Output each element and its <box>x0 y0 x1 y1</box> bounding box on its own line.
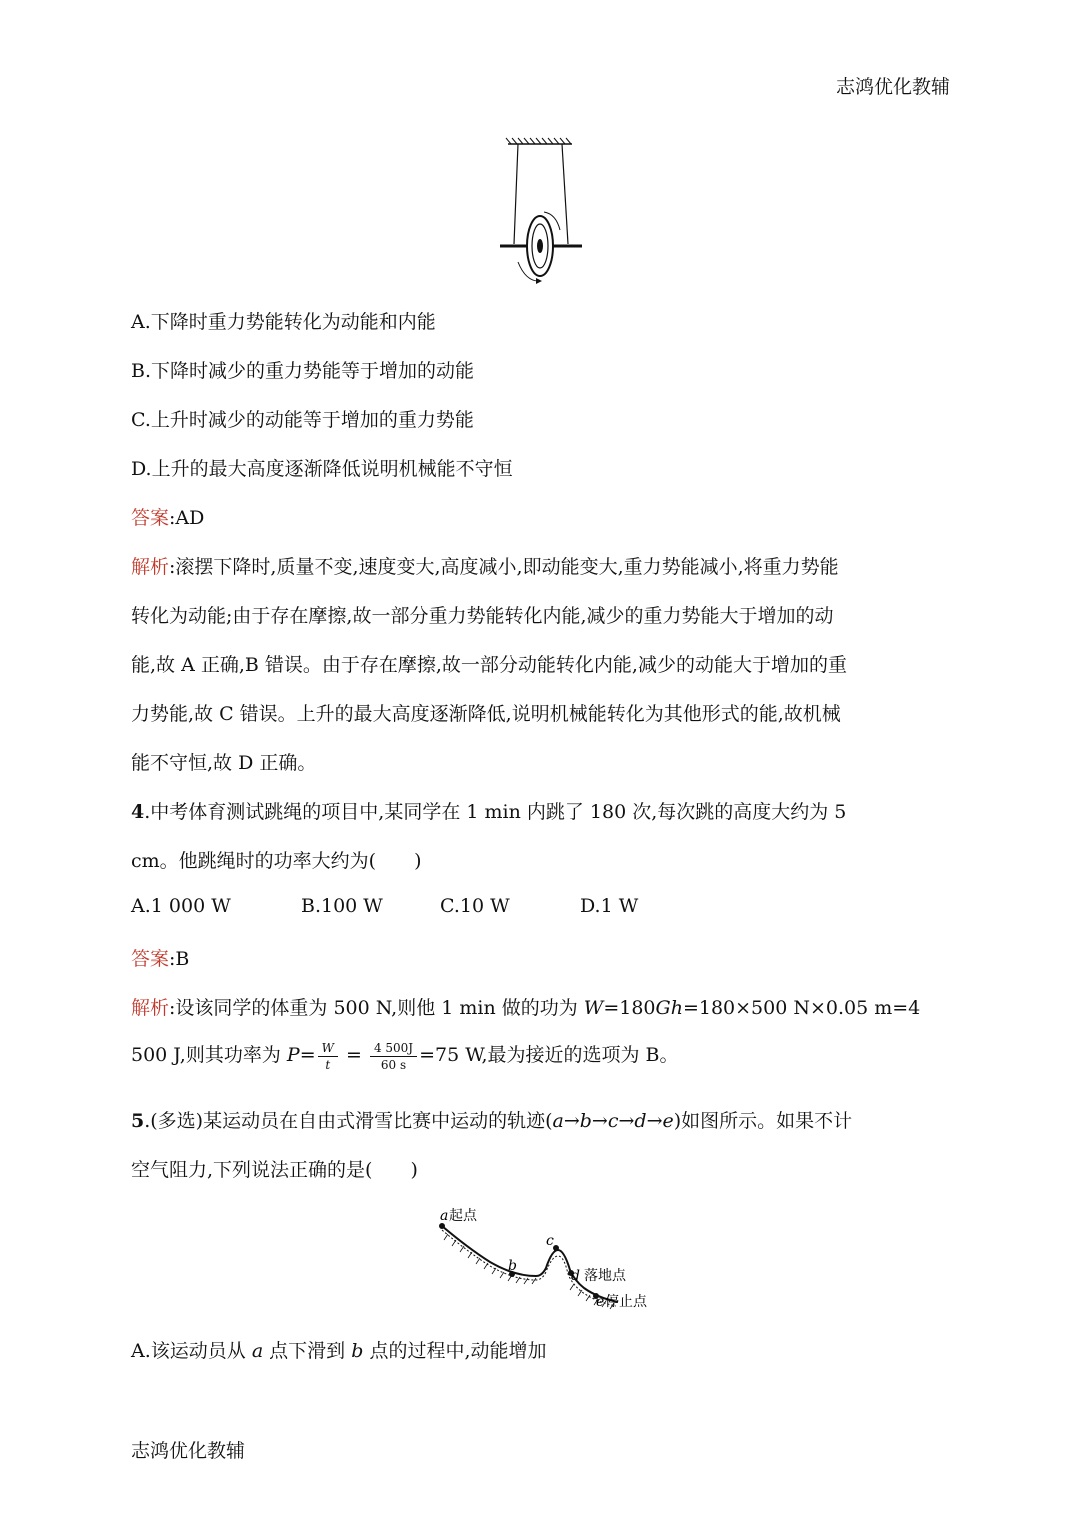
fraction-work-over-time <box>370 1042 417 1071</box>
q3-analysis-line-5: 能不守恒,故 D 正确。 <box>131 752 317 774</box>
answer-value: :AD <box>169 507 205 529</box>
label-e-text: 停止点 <box>605 1294 647 1310</box>
fraction-w-over-t <box>318 1042 338 1071</box>
answer-label: 答案 <box>131 948 170 970</box>
q4-analysis-line-1 <box>131 993 920 1020</box>
analysis-text: 500 J,则其功率为 <box>131 1044 287 1066</box>
q3-option-a: A.下降时重力势能转化为动能和内能 <box>131 311 436 333</box>
q4-number: 4 <box>131 801 145 823</box>
label-d-text: 落地点 <box>584 1268 626 1284</box>
answer-value: :B <box>169 948 190 970</box>
var-w: W <box>583 997 604 1019</box>
answer-label: 答案 <box>131 507 170 529</box>
var-p: P <box>286 1044 300 1066</box>
q4-option-b: B.100 W <box>301 895 383 917</box>
q5-option-a <box>131 1336 547 1363</box>
equals-sign: = <box>339 1044 368 1066</box>
q4-stem-line-2: cm。他跳绳时的功率大约为( ) <box>131 850 422 872</box>
var-b: b <box>351 1340 364 1362</box>
label-d: d <box>571 1268 580 1284</box>
q4-answer <box>131 944 189 971</box>
analysis-text: :设该同学的体重为 500 N,则他 1 min 做的功为 <box>169 997 584 1019</box>
footer-brand: 志鸿优化教辅 <box>131 1440 246 1462</box>
q3-analysis-line-2: 转化为动能;由于存在摩擦,故一部分重力势能转化内能,减少的重力势能大于增加的动 <box>131 605 834 627</box>
option-text: A.该运动员从 <box>131 1340 252 1362</box>
q3-option-b: B.下降时减少的重力势能等于增加的动能 <box>131 360 475 382</box>
fraction-numerator: 4 500J <box>370 1042 417 1057</box>
q4-stem-text: .中考体育测试跳绳的项目中,某同学在 1 min 内跳了 180 次,每次跳的高度大约为 5 <box>144 801 847 823</box>
analysis-text: =180×500 N×0.05 m=4 <box>682 997 921 1019</box>
q3-option-d: D.上升的最大高度逐渐降低说明机械能不守恒 <box>131 458 513 480</box>
label-a-text: 起点 <box>449 1208 477 1224</box>
label-c: c <box>546 1233 554 1249</box>
analysis-text: :滚摆下降时,质量不变,速度变大,高度减小,即动能变大,重力势能减小,将重力势能 <box>169 556 839 578</box>
q5-path-sequence: a→b→c→d→e <box>552 1110 674 1132</box>
analysis-text: =75 W,最为接近的选项为 B。 <box>419 1044 679 1066</box>
q3-analysis-line-4: 力势能,故 C 错误。上升的最大高度逐渐降低,说明机械能转化为其他形式的能,故机械 <box>131 703 841 725</box>
label-b: b <box>508 1258 517 1274</box>
q4-option-d: D.1 W <box>580 895 639 917</box>
ski-track-figure <box>428 1200 668 1318</box>
q3-analysis-line-3: 能,故 A 正确,B 错误。由于存在摩擦,故一部分动能转化内能,减少的动能大于增加的重 <box>131 654 847 676</box>
q3-option-c: C.上升时减少的动能等于增加的重力势能 <box>131 409 474 431</box>
label-a: a <box>440 1208 449 1224</box>
q3-analysis-line-1 <box>131 552 839 579</box>
option-text: 点的过程中,动能增加 <box>363 1340 547 1362</box>
analysis-text: =180 <box>603 997 656 1019</box>
q3-answer <box>131 503 204 530</box>
analysis-label: 解析 <box>131 556 170 578</box>
header-brand: 志鸿优化教辅 <box>835 76 950 98</box>
q5-stem-line-2: 空气阻力,下列说法正确的是( ) <box>131 1159 418 1181</box>
fraction-denominator: 60 s <box>380 1057 407 1072</box>
analysis-label: 解析 <box>131 997 170 1019</box>
q5-stem-line-1 <box>131 1106 852 1133</box>
q5-stem-text: .(多选)某运动员在自由式滑雪比赛中运动的轨迹( <box>144 1110 553 1132</box>
fraction-numerator: W <box>318 1042 338 1057</box>
rolling-pendulum-figure <box>496 136 586 286</box>
fraction-denominator: t <box>325 1057 331 1072</box>
q4-analysis-line-2 <box>131 1040 679 1071</box>
equals-sign: = <box>299 1044 316 1066</box>
q5-number: 5 <box>131 1110 145 1132</box>
q4-stem-line-1 <box>131 797 846 824</box>
label-e: e <box>596 1294 605 1310</box>
q4-option-a: A.1 000 W <box>131 895 231 917</box>
q5-stem-text: )如图所示。如果不计 <box>673 1110 853 1132</box>
var-a: a <box>251 1340 264 1362</box>
q4-options <box>131 895 638 917</box>
option-text: 点下滑到 <box>263 1340 352 1362</box>
q4-option-c: C.10 W <box>440 895 510 917</box>
var-gh: Gh <box>655 997 683 1019</box>
